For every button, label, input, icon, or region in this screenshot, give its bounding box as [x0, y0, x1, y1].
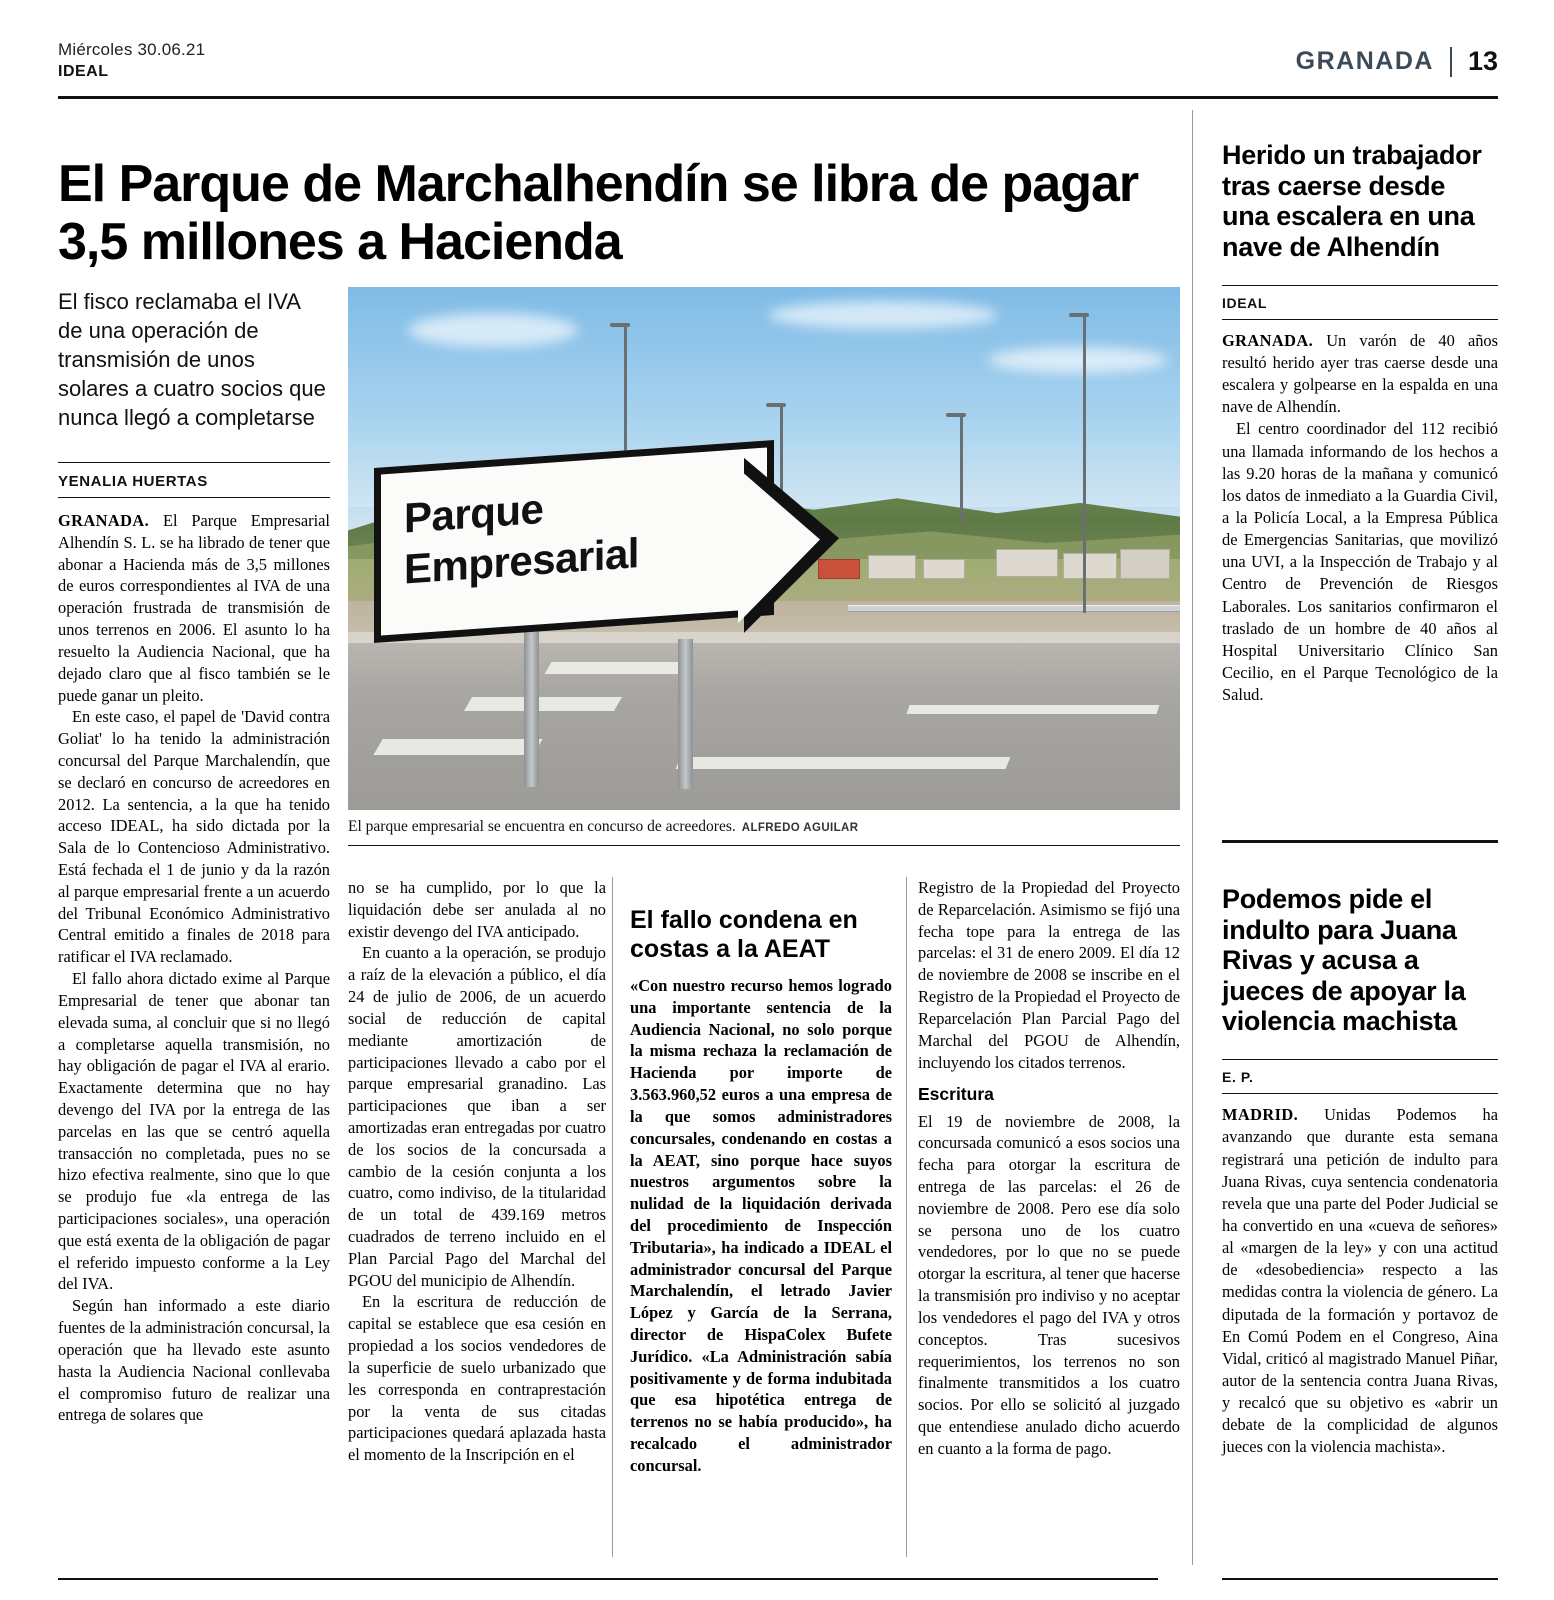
- section-name: GRANADA: [1295, 47, 1434, 75]
- publication-name: IDEAL: [58, 63, 109, 80]
- sign-post: [524, 627, 539, 787]
- rule: [1222, 319, 1498, 320]
- rail-separator: [1192, 110, 1193, 1565]
- article-photo: [348, 287, 1180, 810]
- sign-line-1: Parque: [404, 484, 544, 542]
- crosswalk-stripe: [545, 662, 692, 674]
- paragraph: [1222, 1104, 1498, 1458]
- sub-article-title: El fallo condena en costas a la AEAT: [630, 905, 858, 963]
- dateline: GRANADA.: [58, 511, 150, 530]
- caption-text: El parque empresarial se encuentra en concurso de acreedores.: [348, 818, 736, 835]
- rail-article-2-brand: E. P.: [1222, 1059, 1498, 1085]
- article-column-4: [918, 877, 1180, 1460]
- rail-article-1: [1222, 118, 1498, 706]
- photo-building: [1063, 553, 1117, 579]
- photo-guardrail: [848, 605, 1180, 612]
- section-indicator: [1296, 46, 1498, 77]
- paragraph: El 19 de noviembre de 2008, la concursada comunicó a esos socios una fecha para otorgar la escritura de entrega de las parcelas: el 26 de noviembre de 2008. Pero ese día solo se persona uno de los cuatro vendedores, por lo que no se puede otorgar la escritura, al tener que hacerse la transmisión pro indiviso y no aceptar los vendedores el pago del IVA y otros conceptos. Tras sucesivos requerimientos, los terrenos no son finalmente transmitidos a los cuatro socios. Por ello se solicitó al juzgado que entendiese anulado dicho acuerdo en cuanto a la forma de pago.: [918, 1111, 1180, 1458]
- sign-post: [678, 639, 693, 789]
- cloud-shape: [768, 301, 998, 329]
- page-title: El Parque de Marchalhendín se libra de pagar 3,5 millones a Hacienda: [58, 154, 1139, 272]
- photo-credit: ALFREDO AGUILAR: [741, 822, 859, 834]
- road-marking: [907, 705, 1160, 714]
- crosswalk-stripe: [464, 697, 622, 711]
- rail-article-1-brand: IDEAL: [1222, 285, 1498, 311]
- dateline: MADRID.: [1222, 1105, 1299, 1125]
- caption-rule: [348, 845, 1180, 846]
- rail-article-1-title: Herido un trabajador tras caerse desde una escalera en una nave de Alhendín: [1222, 140, 1482, 262]
- cloud-shape: [408, 313, 578, 347]
- rail-brand-wrap: [1222, 285, 1498, 320]
- publication-date: Miércoles 30.06.21: [58, 40, 206, 59]
- masthead: [58, 40, 1498, 92]
- photo-building: [868, 555, 916, 579]
- streetlight-icon: [1083, 313, 1086, 613]
- parque-empresarial-sign: [374, 454, 844, 629]
- photo-image: [348, 287, 1180, 810]
- paragraph: [58, 510, 330, 706]
- article-byline: YENALIA HUERTAS: [58, 462, 330, 490]
- article-subhead: El fisco reclamaba el IVA de una operación de transmisión de unos solares a cuatro socios que nunca llegó a completarse: [58, 289, 326, 431]
- rail-divider: [1222, 840, 1498, 843]
- rail-article-2-body: [1222, 1104, 1498, 1458]
- streetlight-icon: [960, 413, 963, 523]
- road-marking: [676, 757, 1011, 769]
- article-column-2: [348, 877, 606, 1466]
- paragraph-text: El Parque Empresarial Alhendín S. L. se ha librado de tener que abonar a Hacienda más de 3,5 millones de euros correspondientes al IVA de una operación frustrada de transmisión de unos terrenos en 2006. El asunto lo ha resuelto la Audiencia Nacional, que ha dejado claro que al fisco también se le puede ganar un pleito.: [58, 511, 330, 705]
- paragraph: «Con nuestro recurso hemos logrado una importante sentencia de la Audiencia Nacional, no solo porque la misma rechaza la reclamación de Hacienda por importe de 3.563.960,52 euros a una empresa de la que somos administradores concursales, condenando en costas a la AEAT, sino porque hace suyos nuestros argumentos sobre la nulidad de la liquidación derivada del procedimiento de Inspección Tributaria», ha indicado a IDEAL el administrador concursal del Parque Marchalendín, el letrado Javier López y García de la Serrana, director de HispaColex Bufete Jurídico. «La Administración sabía positivamente y de forma indubitada que esa hipotética entrega de terrenos no se había producido», ha recalcado el administrador concursal.: [630, 976, 892, 1475]
- paragraph: [1222, 330, 1498, 419]
- byline-rule: [58, 497, 330, 498]
- crosswalk-stripe: [373, 739, 542, 755]
- rail-brand-wrap: [1222, 1059, 1498, 1094]
- paragraph: En la escritura de reducción de capital se establece que esa cesión en propiedad a los socios vendedores de la superficie de suelo urbanizado que les corresponda en contraprestación por la venta de sus citadas participaciones quedará aplazada hasta el momento de la Inscripción en el: [348, 1292, 606, 1465]
- paragraph: En este caso, el papel de 'David contra Goliat' lo ha tenido la administración concursal del Parque Marchalendín, que se declaró en concurso de acreedores en 2012. La sentencia, a la que ha tenido acceso IDEAL, ha sido dictada por la Sala de lo Contencioso Administrativo. Está fechada el 1 de junio y da la razón al parque empresarial frente a un acuerdo del Tribunal Económico Administrativo Central emitido a finales de 2018 para ratificar el IVA reclamado.: [58, 707, 330, 967]
- page-number: 13: [1467, 46, 1498, 76]
- article-column-1: [58, 510, 330, 1426]
- paragraph: Según han informado a este diario fuentes de la administración concursal, la operación que ha llevado este asunto hasta la Audiencia Nacional conllevaba el compromiso futuro de realizar una entrega de solares que: [58, 1296, 330, 1425]
- paragraph: En cuanto a la operación, se produjo a raíz de la elevación a público, el día 24 de julio de 2006, de un acuerdo social de reducción de capital mediante amortización de participaciones llevado a cabo por el parque empresarial granadino. Las participaciones que iban a ser amortizadas eran entregadas por cuatro de los socios de la concursada a cambio de la cesión conjunta a los cuatro, como indiviso, de la titularidad de un total de 439.169 metros cuadrados de terreno incluido en el Plan Parcial Pago del Marchal del PGOU del municipio de Alhendín.: [348, 943, 606, 1290]
- cloud-shape: [988, 347, 1168, 373]
- header-rule: [58, 96, 1498, 99]
- photo-building: [1120, 549, 1170, 579]
- bottom-rule-rail: [1222, 1578, 1498, 1580]
- column-separator: [906, 877, 907, 1557]
- dateline: GRANADA.: [1222, 330, 1314, 350]
- rail-article-2: [1222, 862, 1498, 1459]
- paragraph: El fallo ahora dictado exime al Parque Empresarial de tener que abonar tan elevada suma, al concluir que si no llegó a completarse aquella transmisión, no hay obligación de pagar el IVA al erario. Exactamente determina que no hay devengo del IVA por la entrega de las parcelas en las que se centró aquella transacción no completada, pues no se hizo efectiva realmente, sino que lo que se produjo fue «la entrega de las participaciones sociales», una operación que está exenta de la obligación de pagar el referido impuesto conforme a la Ley del IVA.: [58, 969, 330, 1294]
- divider: [1450, 47, 1452, 77]
- bottom-rule: [58, 1578, 1158, 1580]
- rail-article-2-title: Podemos pide el indulto para Juana Rivas y acusa a jueces de apoyar la violencia machista: [1222, 884, 1466, 1037]
- arrow-right-icon: [754, 451, 844, 632]
- column-separator: [612, 877, 613, 1557]
- paragraph-text: Unidas Podemos ha avanzando que durante esta semana registrará una petición de indulto para Juana Rivas, cuya sentencia condenatoria revela que una parte del Poder Judicial se ha convertido en una «cueva de señores» al «margen de la ley» y con una actitud de «desobediencia» respecto a las medidas contra la violencia de género. La diputada de la formación y portavoz de En Comú Podem en el Congreso, Aina Vidal, criticó al magistrado Manuel Piñar, autor de la sentencia contra Juana Rivas, y recalcó que su objetivo es «abrir un debate de la complicidad de algunos jueces con la violencia machista».: [1222, 1105, 1498, 1457]
- rail-article-1-body: [1222, 330, 1498, 706]
- section-subhead: Escritura: [918, 1084, 994, 1105]
- paragraph: no se ha cumplido, por lo que la liquidación debe ser anulada al no existir devengo del IVA anticipado.: [348, 878, 606, 941]
- photo-building: [996, 549, 1058, 577]
- photo-caption: [348, 818, 1180, 836]
- paragraph: Registro de la Propiedad del Proyecto de Reparcelación. Asimismo se fijó una fecha tope para la entrega de las parcelas: el 31 de enero 2009. El día 12 de noviembre de 2008 se inscribe en el Registro de la Propiedad el Proyecto de Reparcelación Plan Parcial Pago del Marchal del PGOU de Alhendín, incluyendo los citados terrenos.: [918, 878, 1180, 1072]
- paragraph: El centro coordinador del 112 recibió una llamada informando de los hechos a las 9.20 horas de la mañana y comunicó los datos de inmediato a la Guardia Civil, a la Policía Local, a la Empresa Pública de Emergencias Sanitarias, que movilizó una UVI, a la Inspección de Trabajo y al Centro de Prevención de Riesgos Laborales. Los sanitarios confirmaron el traslado de un hombre de 40 años al Hospital Universitario Clínico San Cecilio, en el Parque Tecnológico de la Salud.: [1222, 419, 1498, 705]
- sub-article-body: [630, 975, 892, 1477]
- paragraph-text: Un varón de 40 años resultó herido ayer tras caerse desde una escalera y golpearse en la espalda en una nave de Alhendín.: [1222, 330, 1498, 417]
- photo-building: [923, 559, 965, 579]
- sign-line-2: Empresarial: [404, 529, 639, 593]
- rule: [1222, 1093, 1498, 1094]
- photo-road: [348, 643, 1180, 810]
